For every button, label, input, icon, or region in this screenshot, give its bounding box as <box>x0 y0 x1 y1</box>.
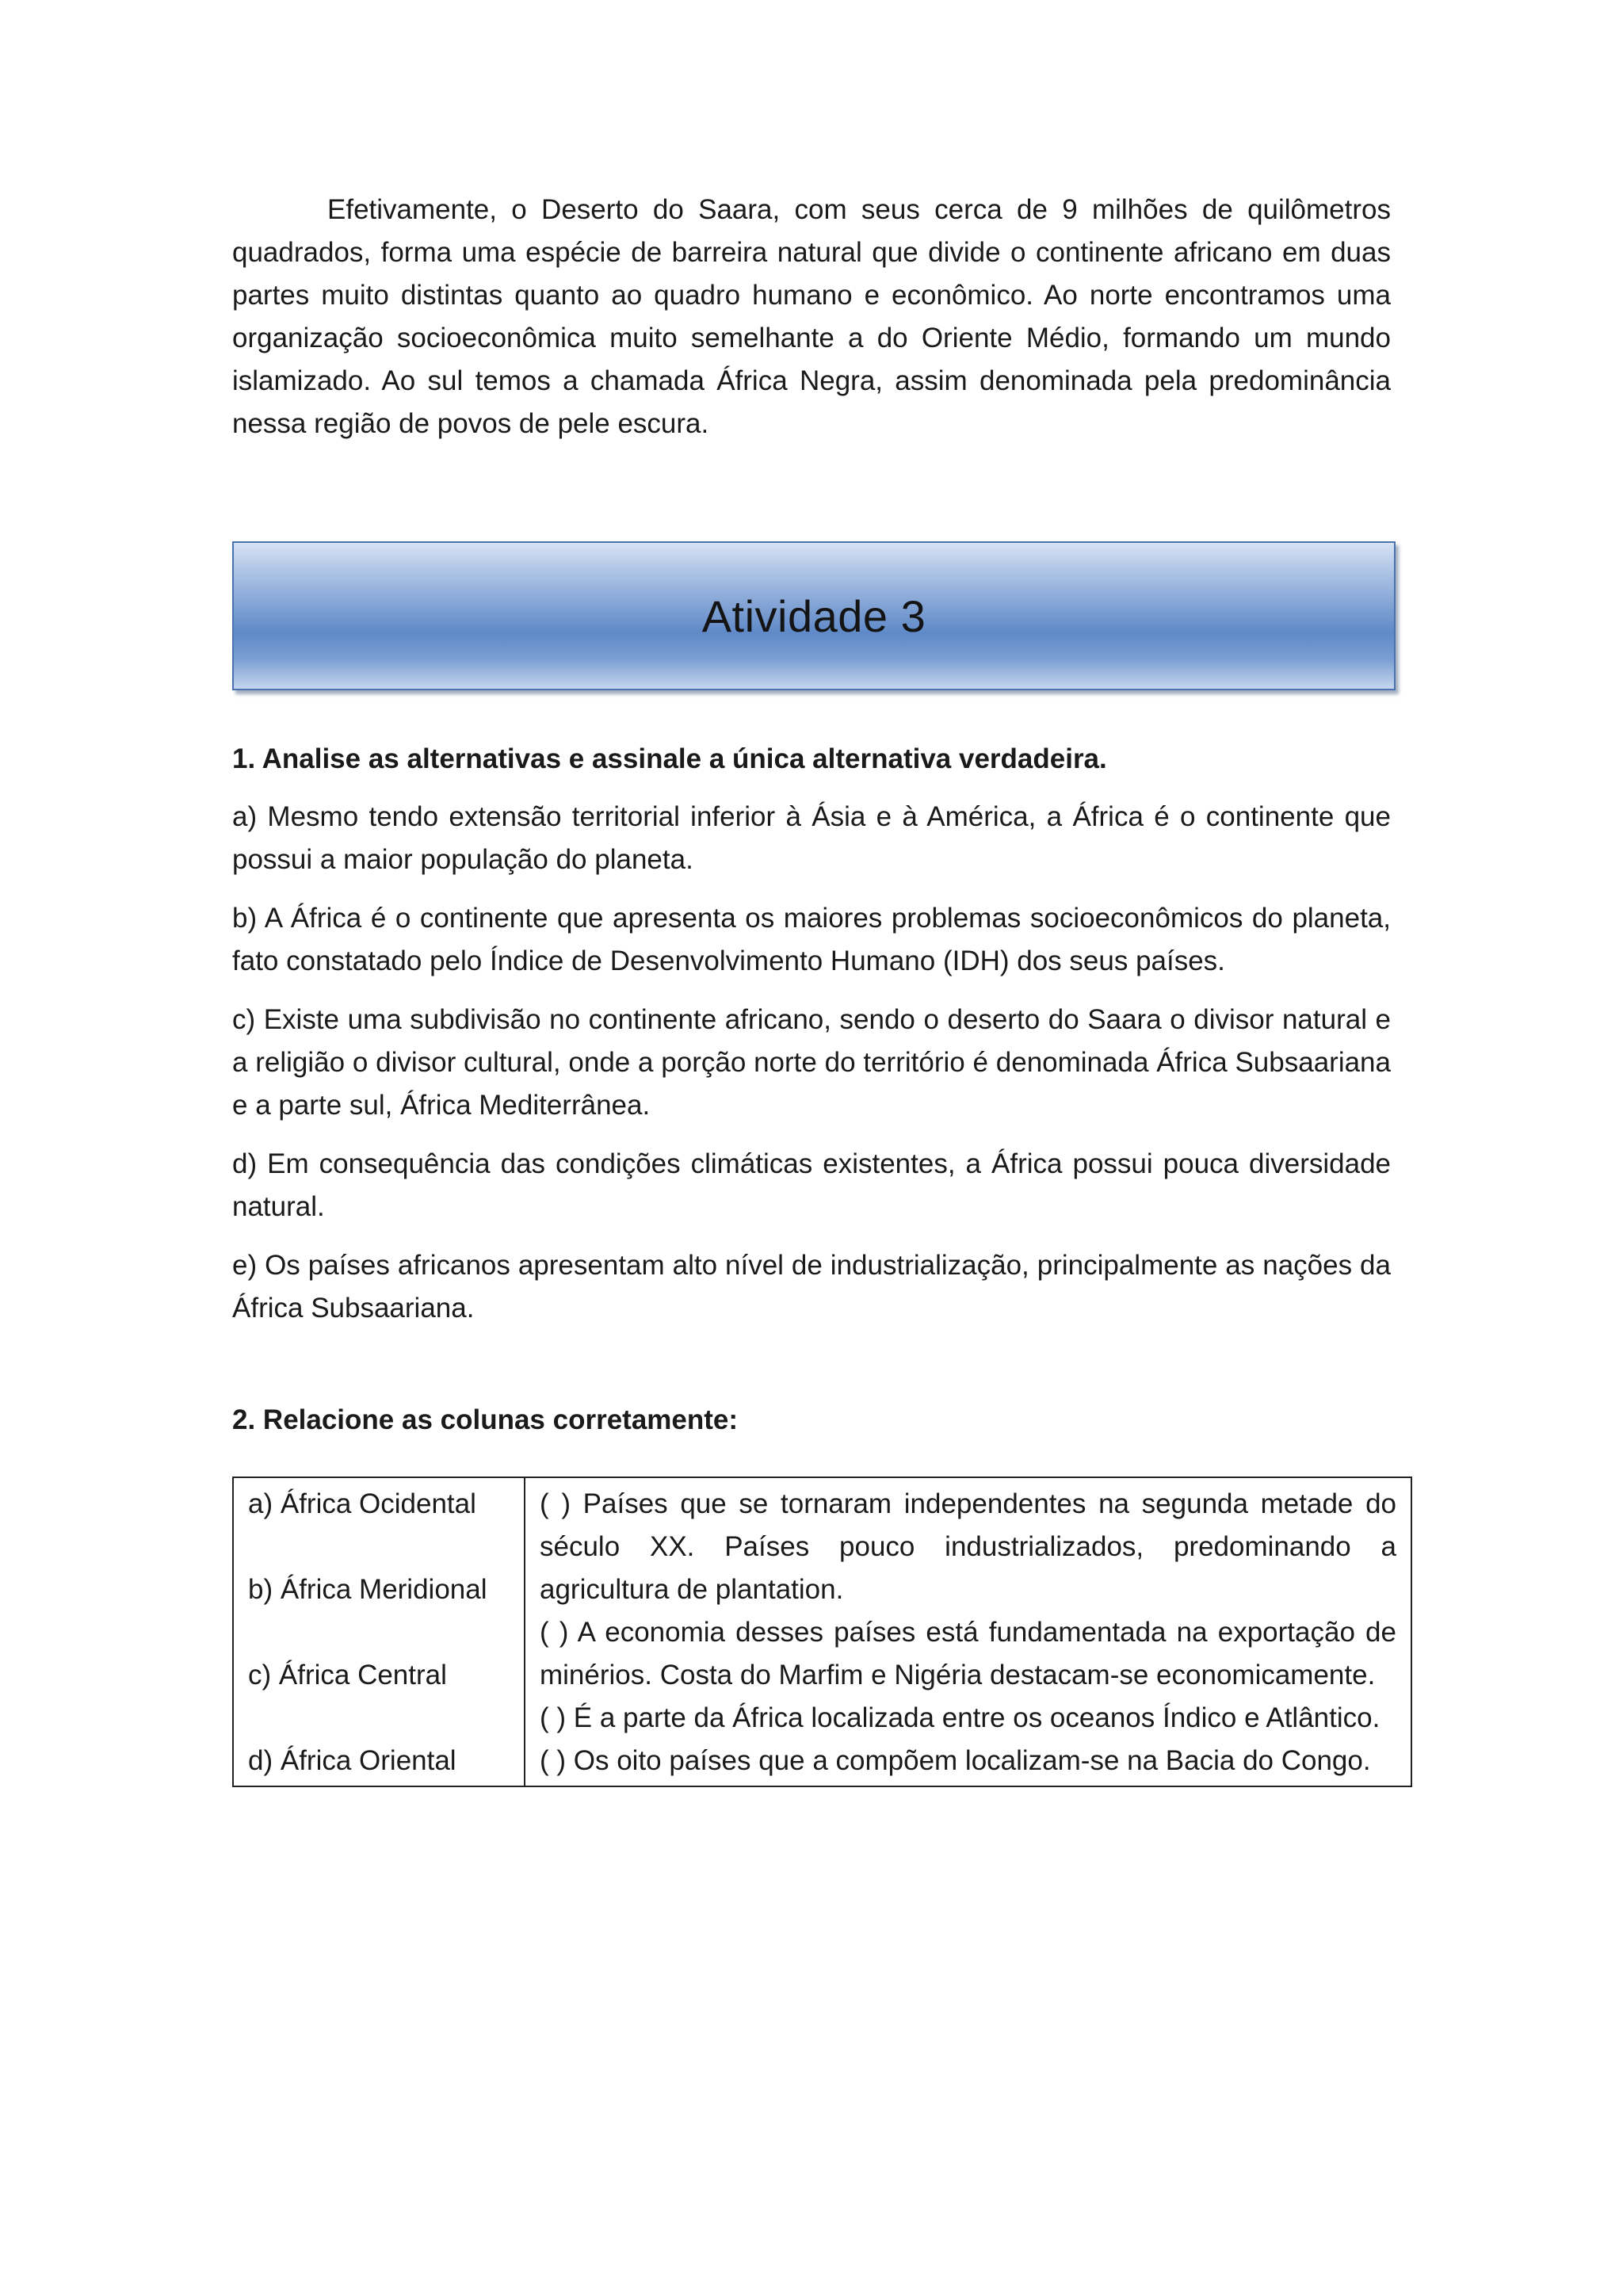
left-spacer <box>248 1611 510 1654</box>
activity-banner <box>232 541 1396 690</box>
right-item-4: ( ) Os oito países que a compõem localizam-se na Bacia do Congo. <box>540 1745 1371 1776</box>
left-item-d: d) África Oriental <box>248 1745 456 1776</box>
left-item-b: b) África Meridional <box>248 1574 487 1605</box>
left-item-c: c) África Central <box>248 1660 447 1690</box>
option-e: e) Os países africanos apresentam alto nível de industrialização, principalmente as nações da África Subsaariana. <box>232 1250 1391 1324</box>
matching-table-row <box>233 1477 1411 1786</box>
right-column <box>525 1477 1411 1786</box>
option-c: c) Existe uma subdivisão no continente africano, sendo o deserto do Saara o divisor natural e a religião o divisor cultural, onde a porção norte do território é denominada África Subsaariana e a parte sul, África Mediterrânea. <box>232 1004 1391 1121</box>
left-item-a: a) África Ocidental <box>248 1488 476 1519</box>
question-1-options <box>232 796 1391 1346</box>
option-a: a) Mesmo tendo extensão territorial inferior à Ásia e à América, a África é o continente que possui a maior população do planeta. <box>232 801 1391 875</box>
intro-paragraph: Efetivamente, o Deserto do Saara, com seus cerca de 9 milhões de quilômetros quadrados, forma uma espécie de barreira natural que divide o continente africano em duas partes muito distintas quanto ao quadro humano e econômico. Ao norte encontramos uma organização socioeconômica muito semelhante a do Oriente Médio, formando um mundo islamizado. Ao sul temos a chamada África Negra, assim denominada pela predominância nessa região de povos de pele escura. <box>232 194 1391 439</box>
right-item-2: ( ) A economia desses países está fundamentada na exportação de minérios. Costa do Marfim e Nigéria destacam-se economicamente. <box>540 1617 1396 1690</box>
option-b: b) A África é o continente que apresenta os maiores problemas socioeconômicos do planeta, fato constatado pelo Índice de Desenvolvimento Humano (IDH) dos seus países. <box>232 903 1391 976</box>
right-item-3: ( ) É a parte da África localizada entre os oceanos Índico e Atlântico. <box>540 1702 1381 1733</box>
question-1-heading: 1. Analise as alternativas e assinale a única alternativa verdadeira. <box>232 743 1107 774</box>
left-spacer <box>248 1526 510 1568</box>
matching-table <box>232 1477 1412 1787</box>
left-column <box>233 1477 525 1786</box>
right-item-1: ( ) Países que se tornaram independentes na segunda metade do século XX. Países pouco industrializados, predominando a agricultura de plantation. <box>540 1488 1396 1605</box>
left-spacer <box>248 1697 510 1740</box>
option-d: d) Em consequência das condições climáticas existentes, a África possui pouca diversidade natural. <box>232 1148 1391 1222</box>
activity-title: Atividade 3 <box>701 590 926 641</box>
question-2-heading: 2. Relacione as colunas corretamente: <box>232 1404 739 1435</box>
